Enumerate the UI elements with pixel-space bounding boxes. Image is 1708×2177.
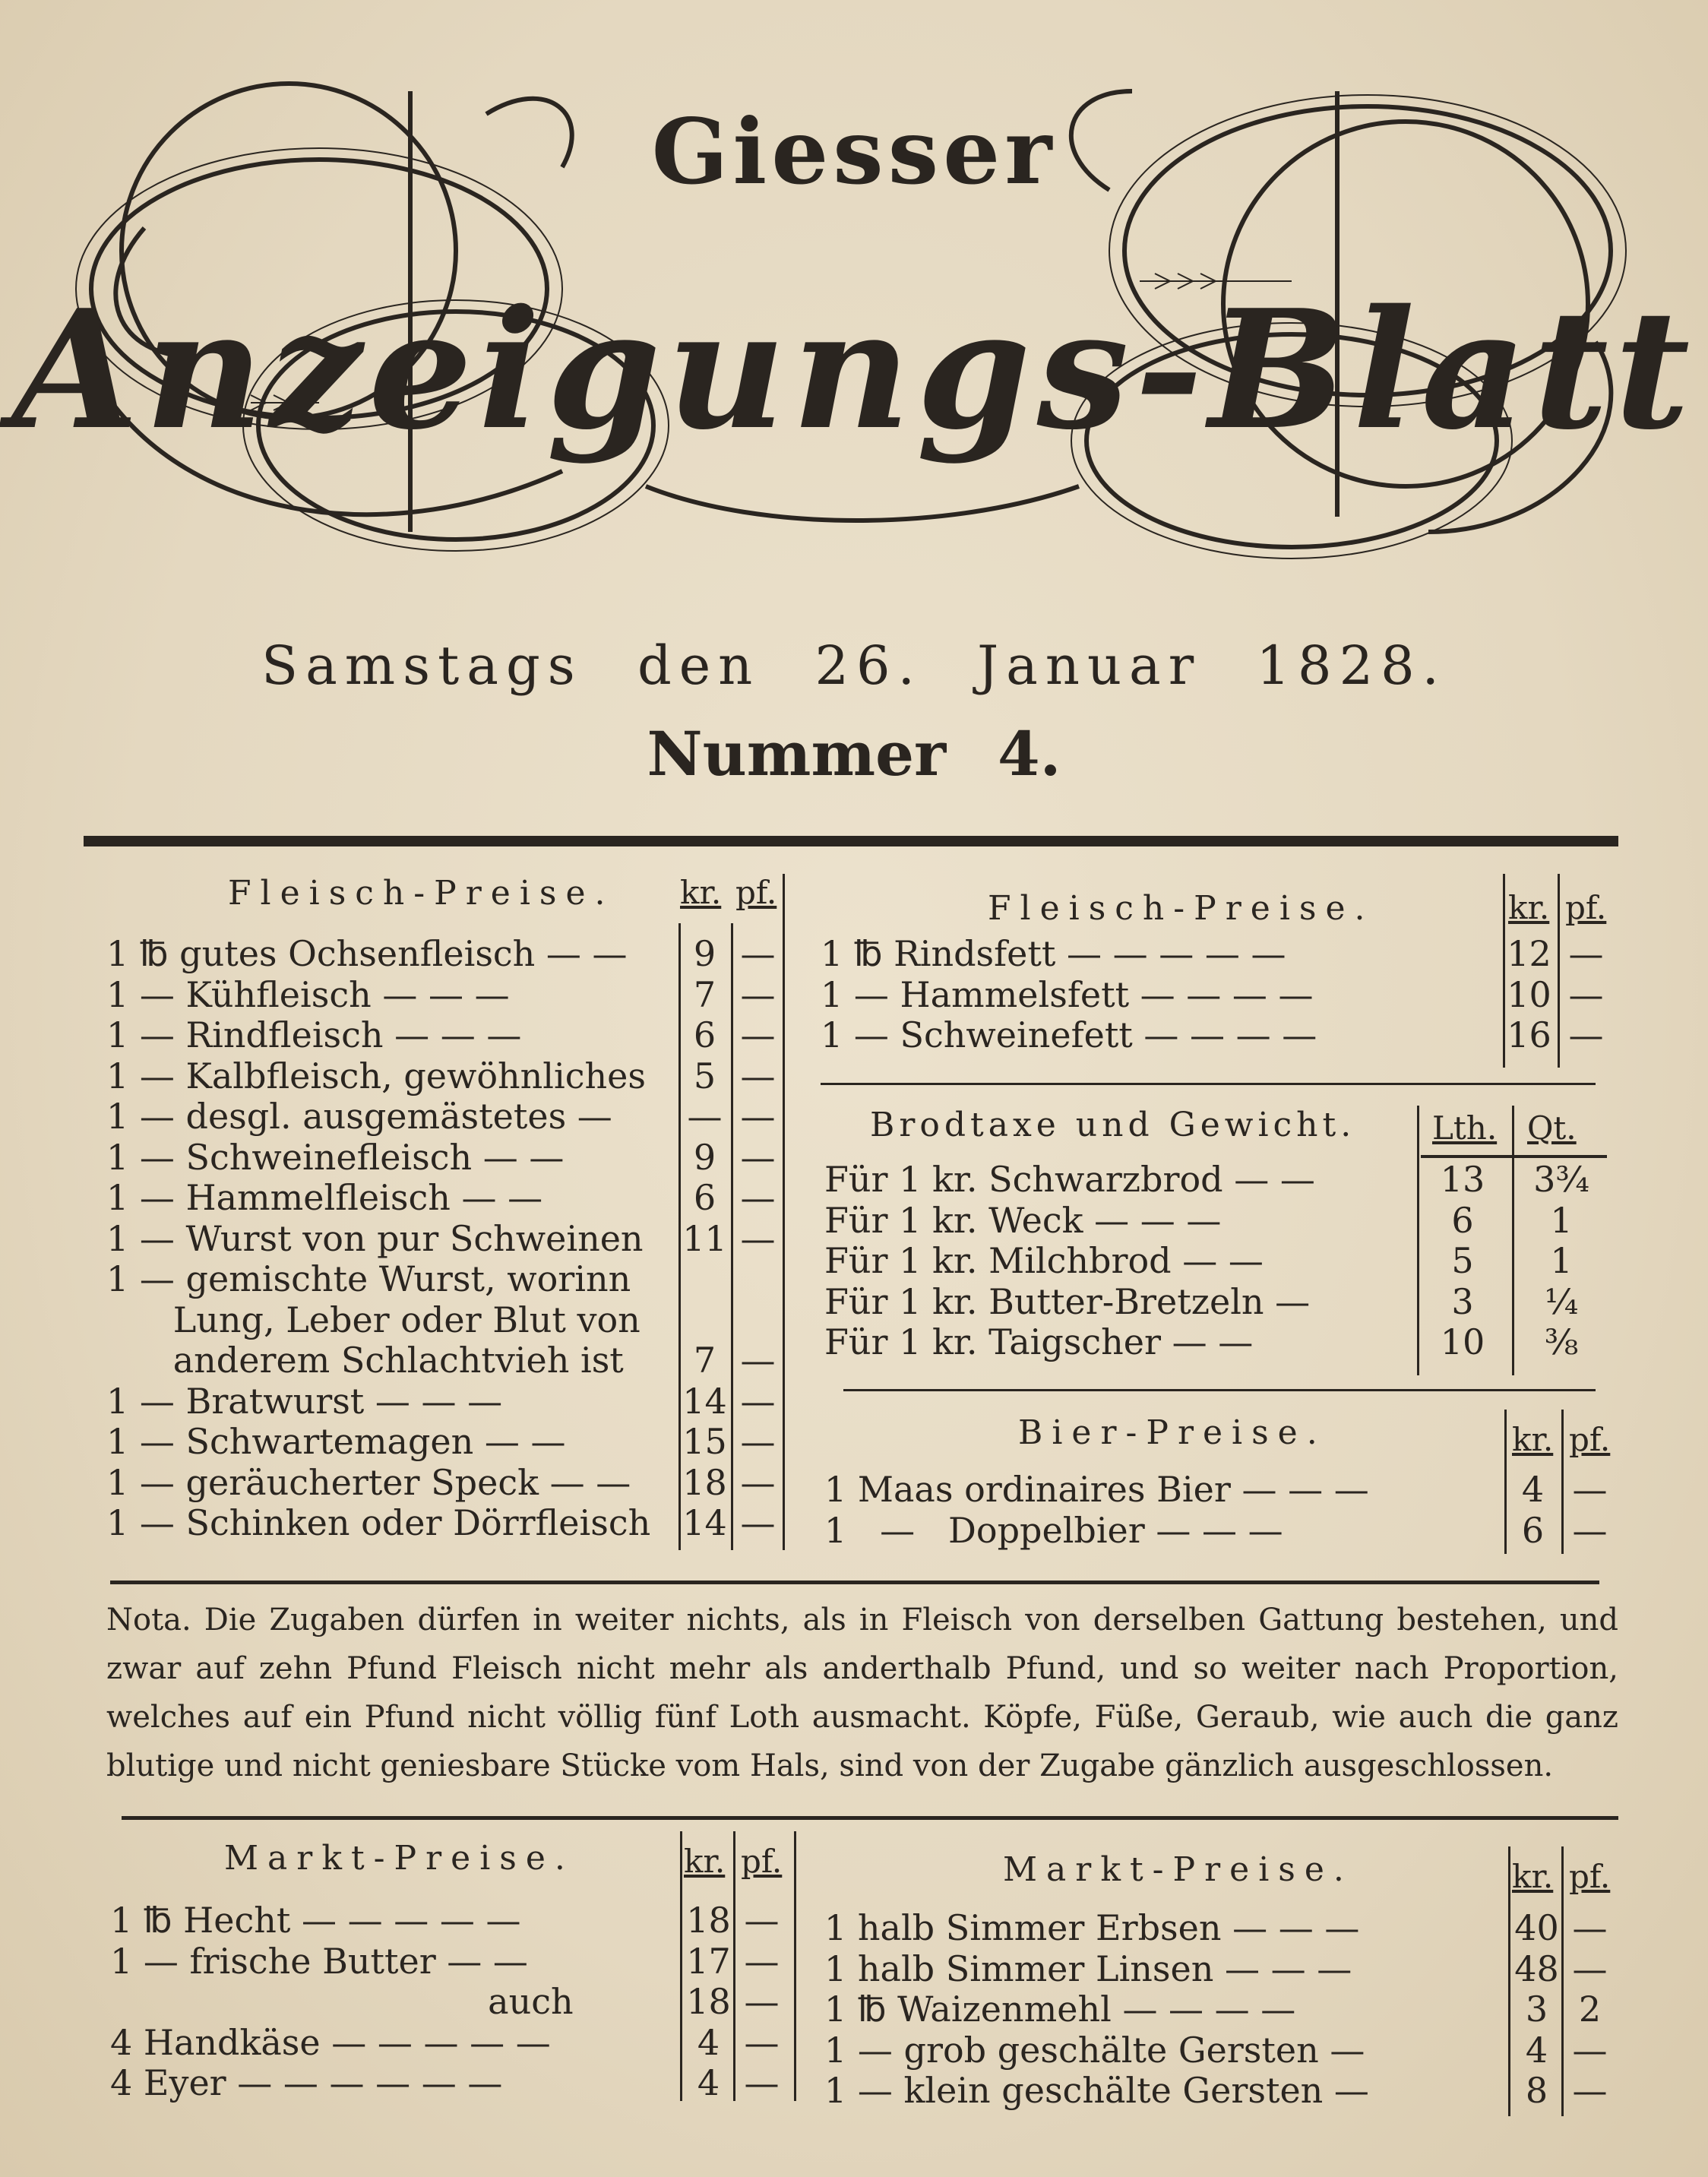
row-value-pf: —	[1572, 1948, 1608, 1989]
row-value-kr: 11	[682, 1217, 727, 1259]
row-value-pf: 2	[1578, 1989, 1602, 2030]
row-label: 1 ℔ Rindsfett — — — — —	[821, 933, 1286, 974]
table-row	[106, 1218, 790, 1258]
row-label: Für 1 kr. Butter-Bretzeln —	[824, 1280, 1311, 1322]
masthead	[0, 0, 1708, 608]
row-value-pf: —	[1572, 1469, 1608, 1510]
row-value-pf: —	[740, 1136, 776, 1178]
masthead-title-small: Giesser	[651, 99, 1057, 204]
table-row	[824, 2070, 1630, 2110]
table-row	[824, 1907, 1630, 1948]
row-label: Für 1 kr. Schwarzbrod — —	[824, 1159, 1315, 1200]
row-value-kr: 4	[697, 2021, 720, 2063]
table-row	[824, 1948, 1630, 1989]
table-row	[106, 1137, 790, 1177]
row-value-pf: —	[740, 1461, 776, 1503]
col-header-qt: Qt.	[1527, 1109, 1577, 1147]
row-label: 1 — geräucherter Speck — —	[106, 1461, 631, 1503]
row-value-pf: —	[1568, 1014, 1604, 1055]
row-value-kr: 4	[1521, 1469, 1545, 1510]
row-value-pf: —	[744, 1981, 780, 2022]
row-value-qt: 1	[1550, 1240, 1573, 1281]
row-value-kr: 9	[693, 933, 716, 974]
table-row	[106, 1502, 790, 1543]
row-label: 1 — Rindfleisch — — —	[106, 1014, 522, 1055]
row-value-kr: 18	[682, 1461, 727, 1503]
row-label: 1 — frische Butter — —	[110, 1940, 528, 1982]
row-value-pf: —	[740, 1014, 776, 1055]
col-header-kr: kr.	[680, 874, 722, 911]
row-value-lth: 3	[1451, 1280, 1474, 1322]
table-row	[824, 1281, 1630, 1321]
row-label: Für 1 kr. Milchbrod — —	[824, 1240, 1264, 1281]
row-value-pf: —	[740, 1055, 776, 1096]
row-label: 1 — Hammelsfett — — — —	[821, 973, 1314, 1015]
row-value-pf: —	[740, 1096, 776, 1137]
row-label: 1 — Hammelfleisch — —	[106, 1177, 543, 1218]
table-row	[106, 933, 790, 973]
row-value-lth: 6	[1451, 1199, 1474, 1241]
row-value-pf: —	[744, 2062, 780, 2103]
table-row	[106, 1055, 790, 1096]
row-value-pf: —	[740, 1177, 776, 1218]
row-value-kr: 7	[693, 1340, 716, 1381]
table-row	[106, 1014, 790, 1055]
table-row	[824, 1159, 1630, 1199]
row-value-kr: 6	[693, 1177, 716, 1218]
masthead-title-big: Anzeigungs-Blatt	[11, 274, 1697, 466]
row-value-pf: —	[1572, 2070, 1608, 2111]
section-rule	[110, 1581, 1599, 1584]
table-row	[106, 1258, 790, 1299]
row-value-pf: —	[1568, 933, 1604, 974]
table-row	[106, 1381, 790, 1421]
top-rule	[84, 836, 1618, 846]
row-label: 1 — Schweinefleisch — —	[106, 1136, 565, 1178]
row-label: 1 — klein geschälte Gersten —	[824, 2070, 1369, 2111]
table-row	[821, 933, 1626, 973]
row-label: 4 Handkäse — — — — —	[110, 2021, 551, 2063]
row-value-kr: 4	[697, 2062, 720, 2103]
row-label: 1 halb Simmer Linsen — — —	[824, 1948, 1352, 1989]
table-row	[824, 1469, 1630, 1509]
row-value-pf: —	[1568, 973, 1604, 1015]
section-title-fleisch-right: Fleisch-Preise.	[988, 889, 1374, 928]
col-header-lth: Lth.	[1432, 1109, 1498, 1147]
row-value-pf: —	[740, 973, 776, 1015]
section-title-brodtaxe: Brodtaxe und Gewicht.	[870, 1106, 1356, 1144]
row-label: 1 ℔ Waizenmehl — — — —	[824, 1989, 1296, 2030]
row-value-pf: —	[740, 933, 776, 974]
row-value-lth: 10	[1440, 1321, 1485, 1362]
row-value-kr: 4	[1525, 2029, 1548, 2071]
row-value-kr: 3	[1525, 1989, 1548, 2030]
row-value-kr: 15	[682, 1421, 727, 1462]
section-title-bier: Bier-Preise.	[1018, 1413, 1327, 1452]
row-value-kr: 8	[1525, 2070, 1548, 2111]
col-header-kr: kr.	[1512, 1421, 1554, 1458]
row-label: 1 — gemischte Wurst, worinn	[106, 1258, 631, 1299]
row-label: Lung, Leber oder Blut von	[106, 1299, 640, 1340]
row-value-pf: —	[740, 1380, 776, 1422]
table-row	[821, 1014, 1626, 1055]
section-rule	[821, 1083, 1596, 1085]
table-row	[824, 1200, 1630, 1240]
row-label: 1 — grob geschälte Gersten —	[824, 2029, 1365, 2071]
row-value-pf: —	[1572, 1509, 1608, 1551]
row-value-pf: —	[740, 1502, 776, 1543]
col-header-pf: pf.	[735, 874, 777, 911]
table-row	[106, 1340, 790, 1380]
row-value-lth: 13	[1440, 1159, 1485, 1200]
row-label: Für 1 kr. Taigscher — —	[824, 1321, 1254, 1362]
row-value-pf: —	[740, 1421, 776, 1462]
row-label: 1 — Schweinefett — — — —	[821, 1014, 1317, 1055]
section-rule	[843, 1389, 1596, 1391]
row-value-pf: —	[744, 1900, 780, 1941]
row-value-pf: —	[1572, 1907, 1608, 1948]
row-value-qt: ¼	[1544, 1280, 1579, 1322]
row-value-kr: 18	[686, 1900, 731, 1941]
row-value-qt: 3¾	[1533, 1159, 1589, 1200]
table-row	[110, 2022, 809, 2062]
row-label: 1 halb Simmer Erbsen — — —	[824, 1907, 1360, 1948]
table-row	[824, 1240, 1630, 1280]
table-row	[106, 1299, 790, 1340]
row-label: 1 — Schwartemagen — —	[106, 1421, 566, 1462]
table-row	[824, 2030, 1630, 2070]
col-header-pf: pf.	[1569, 1421, 1611, 1458]
row-value-kr: 48	[1514, 1948, 1559, 1989]
row-value-kr: 40	[1514, 1907, 1559, 1948]
nota-paragraph: Nota. Die Zugaben dürfen in weiter nichts, als in Fleisch von derselben Gattung bestehen, und zwar auf zehn Pfund Fleisch nicht mehr als anderthalb Pfund, und so weiter nach Proportion, welches auf ein Pfund nicht völlig fünf Loth ausmacht. Köpfe, Füße, Geraub, wie auch die ganz blutige und nicht geniesbare Stücke vom Hals, sind von der Zugabe gänzlich ausgeschlossen.	[106, 1603, 1618, 1783]
section-rule	[122, 1816, 1618, 1820]
table-row	[106, 1177, 790, 1217]
section-title-markt-right: Markt-Preise.	[1003, 1850, 1353, 1889]
row-value-qt: 1	[1550, 1199, 1573, 1241]
table-row	[106, 974, 790, 1014]
row-value-pf: —	[744, 2021, 780, 2063]
row-value-kr: —	[687, 1096, 723, 1137]
row-label: 1 — Doppelbier — — —	[824, 1509, 1283, 1551]
row-label: 1 — Kalbfleisch, gewöhnliches	[106, 1055, 646, 1096]
row-value-kr: 5	[693, 1055, 716, 1096]
row-value-kr: 6	[693, 1014, 716, 1055]
row-value-lth: 5	[1451, 1240, 1474, 1281]
row-label: 1 Maas ordinaires Bier — — —	[824, 1469, 1369, 1510]
row-label: 1 ℔ gutes Ochsenfleisch — —	[106, 933, 628, 974]
row-value-pf: —	[740, 1217, 776, 1259]
table-row	[106, 1462, 790, 1502]
col-header-pf: pf.	[1565, 889, 1607, 926]
row-value-kr: 17	[686, 1940, 731, 1982]
table-row	[824, 1321, 1630, 1362]
row-value-kr: 16	[1507, 1014, 1551, 1055]
col-header-kr: kr.	[1512, 1858, 1554, 1895]
row-label: 1 — Schinken oder Dörrfleisch	[106, 1502, 651, 1543]
row-value-pf: —	[740, 1340, 776, 1381]
table-row	[824, 1989, 1630, 2029]
section-title-fleisch-left: Fleisch-Preise.	[228, 874, 615, 913]
row-value-kr: 6	[1521, 1509, 1545, 1551]
row-value-kr: 14	[682, 1502, 727, 1543]
row-label: 1 — Bratwurst — — —	[106, 1380, 503, 1422]
issue-number: Nummer 4.	[647, 718, 1061, 789]
section-title-markt-left: Markt-Preise.	[224, 1839, 574, 1878]
table-row	[824, 1510, 1630, 1550]
row-label: 1 — Kühfleisch — — —	[106, 973, 510, 1015]
table-row	[106, 1421, 790, 1461]
table-row	[106, 1096, 790, 1136]
row-label: auch	[110, 1981, 574, 2022]
table-row	[110, 1900, 809, 1940]
table-row	[110, 1981, 809, 2021]
row-value-kr: 18	[686, 1981, 731, 2022]
col-header-kr: kr.	[684, 1843, 726, 1880]
row-value-qt: ⅜	[1544, 1321, 1579, 1362]
row-label: Für 1 kr. Weck — — —	[824, 1199, 1222, 1241]
table-row	[110, 1941, 809, 1981]
row-label: 4 Eyer — — — — — —	[110, 2062, 503, 2103]
col-header-pf: pf.	[1569, 1858, 1611, 1895]
col-header-pf: pf.	[741, 1843, 783, 1880]
row-value-pf: —	[744, 1940, 780, 1982]
row-label: 1 — desgl. ausgemästetes —	[106, 1096, 612, 1137]
row-value-kr: 10	[1507, 973, 1551, 1015]
row-value-pf: —	[1572, 2029, 1608, 2071]
col-header-kr: kr.	[1508, 889, 1550, 926]
row-label: 1 ℔ Hecht — — — — —	[110, 1900, 521, 1941]
row-value-kr: 12	[1507, 933, 1551, 974]
row-label: 1 — Wurst von pur Schweinen	[106, 1217, 644, 1259]
table-row	[821, 974, 1626, 1014]
row-value-kr: 14	[682, 1380, 727, 1422]
table-row	[110, 2062, 809, 2103]
row-value-kr: 7	[693, 973, 716, 1015]
row-value-kr: 9	[693, 1136, 716, 1178]
row-label: anderem Schlachtvieh ist	[106, 1340, 624, 1381]
dateline: Samstags den 26. Januar 1828.	[261, 634, 1447, 697]
